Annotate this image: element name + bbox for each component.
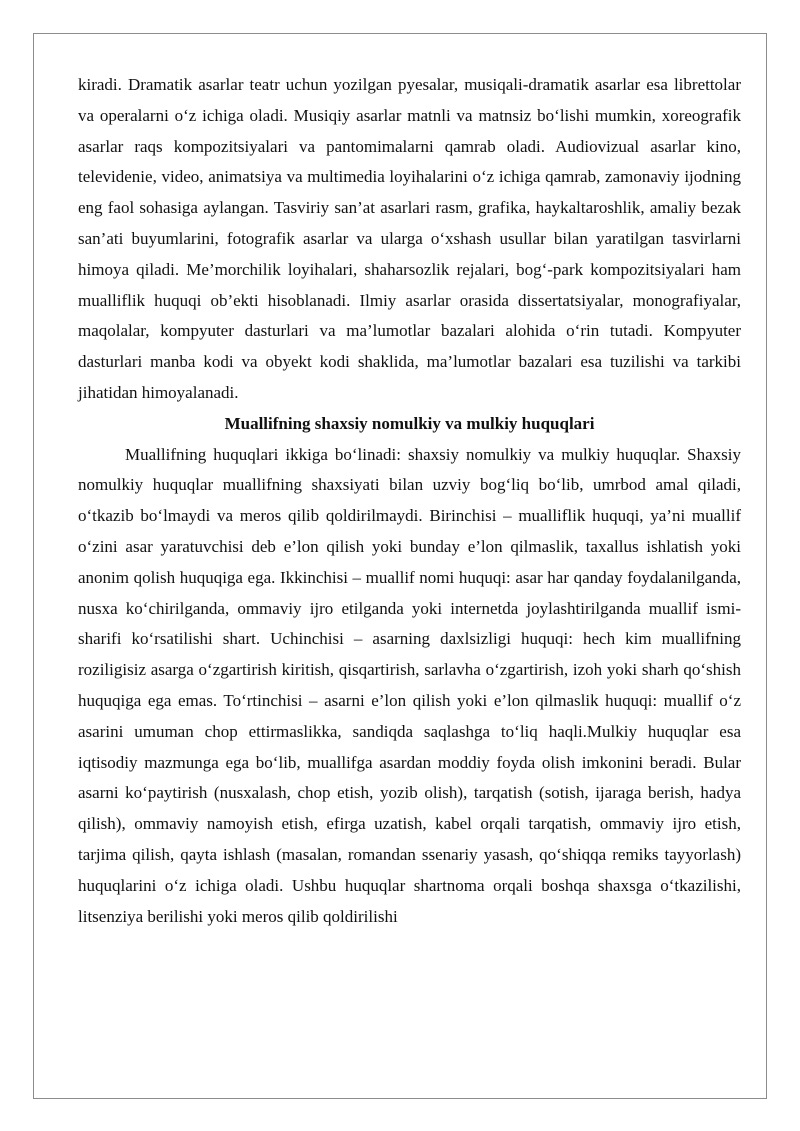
body-paragraph: Muallifning huquqlari ikkiga bo‘linadi: shaxsiy nomulkiy va mulkiy huquqlar. Shaxsiy nomulkiy huquqlar muallifning shaxsiyati bilan uzviy bog‘liq bo‘lib, umrbod amal qiladi, o‘tkazib bo‘lmaydi va meros qilib qoldirilmaydi. Birinchisi – mualliflik huquqi, ya’ni muallif o‘zini asar yaratuvchisi deb e’lon qilish yoki bunday e’lon qilmaslik, taxallus ishlatish yoki anonim qolish huquqiga ega. Ikkinchisi – muallif nomi huquqi: asar har qanday foydalanilganda, nusxa ko‘chirilganda, ommaviy ijro etilganda yoki internetda joylashtirilganda muallif ismi-sharifi ko‘rsatilishi shart. Uchinchisi – asarning daxlsizligi huquqi: hech kim muallifning roziligisiz asarga o‘zgartirish kiritish, qisqartirish, sarlavha o‘zgartirish, izoh yoki sharh qo‘shish huquqiga ega emas. To‘rtinchisi – asarni e’lon qilish yoki e’lon qilmaslik huquqi: muallif o‘z asarini umuman chop ettirmaslikka, sandiqda saqlashga to‘liq haqli.Mulkiy huquqlar esa iqtisodiy mazmunga ega bo‘lib, muallifga asardan moddiy foyda olish imkonini beradi. Bular asarni ko‘paytirish (nusxalash, chop etish, yozib olish), tarqatish (sotish, ijaraga berish, hadya qilish), ommaviy namoyish etish, efirga uzatish, kabel orqali tarqatish, ommaviy ijro etish, tarjima qilish, qayta ishlash (masalan, romandan ssenariy yasash, qo‘shiqqa remiks tayyorlash) huquqlarini o‘z ichiga oladi. Ushbu huquqlar shartnoma orqali boshqa shaxsga o‘tkazilishi, litsenziya berilishi yoki meros qilib qoldirilishi [78, 444, 741, 926]
document-body [78, 70, 741, 932]
section-heading: Muallifning shaxsiy nomulkiy va mulkiy huquqlari [224, 413, 595, 433]
body-paragraph: kiradi. Dramatik asarlar teatr uchun yozilgan pyesalar, musiqali-dramatik asarlar esa librettolar va operalarni o‘z ichiga oladi. Musiqiy asarlar matnli va matnsiz bo‘lishi mumkin, xoreografik asarlar raqs kompozitsiyalari va pantomimalarni qamrab oladi. Audiovizual asarlar kino, televidenie, video, animatsiya va multimedia loyihalarini o‘z ichiga qamrab, zamonaviy ijodning eng faol sohasiga aylangan. Tasviriy san’at asarlari rasm, grafika, haykaltaroshlik, amaliy bezak san’ati buyumlarini, fotografik asarlar va ularga o‘xshash usullar bilan yaratilgan tasvirlarni himoya qiladi. Me’morchilik loyihalari, shaharsozlik rejalari, bog‘-park kompozitsiyalari ham mualliflik huquqi ob’ekti hisoblanadi. Ilmiy asarlar orasida dissertatsiyalar, monografiyalar, maqolalar, kompyuter dasturlari va ma’lumotlar bazalari alohida o‘rin tutadi. Kompyuter dasturlari manba kodi va obyekt kodi shaklida, ma’lumotlar bazalari esa tuzilishi va tarkibi jihatidan himoyalanadi. [78, 75, 741, 402]
